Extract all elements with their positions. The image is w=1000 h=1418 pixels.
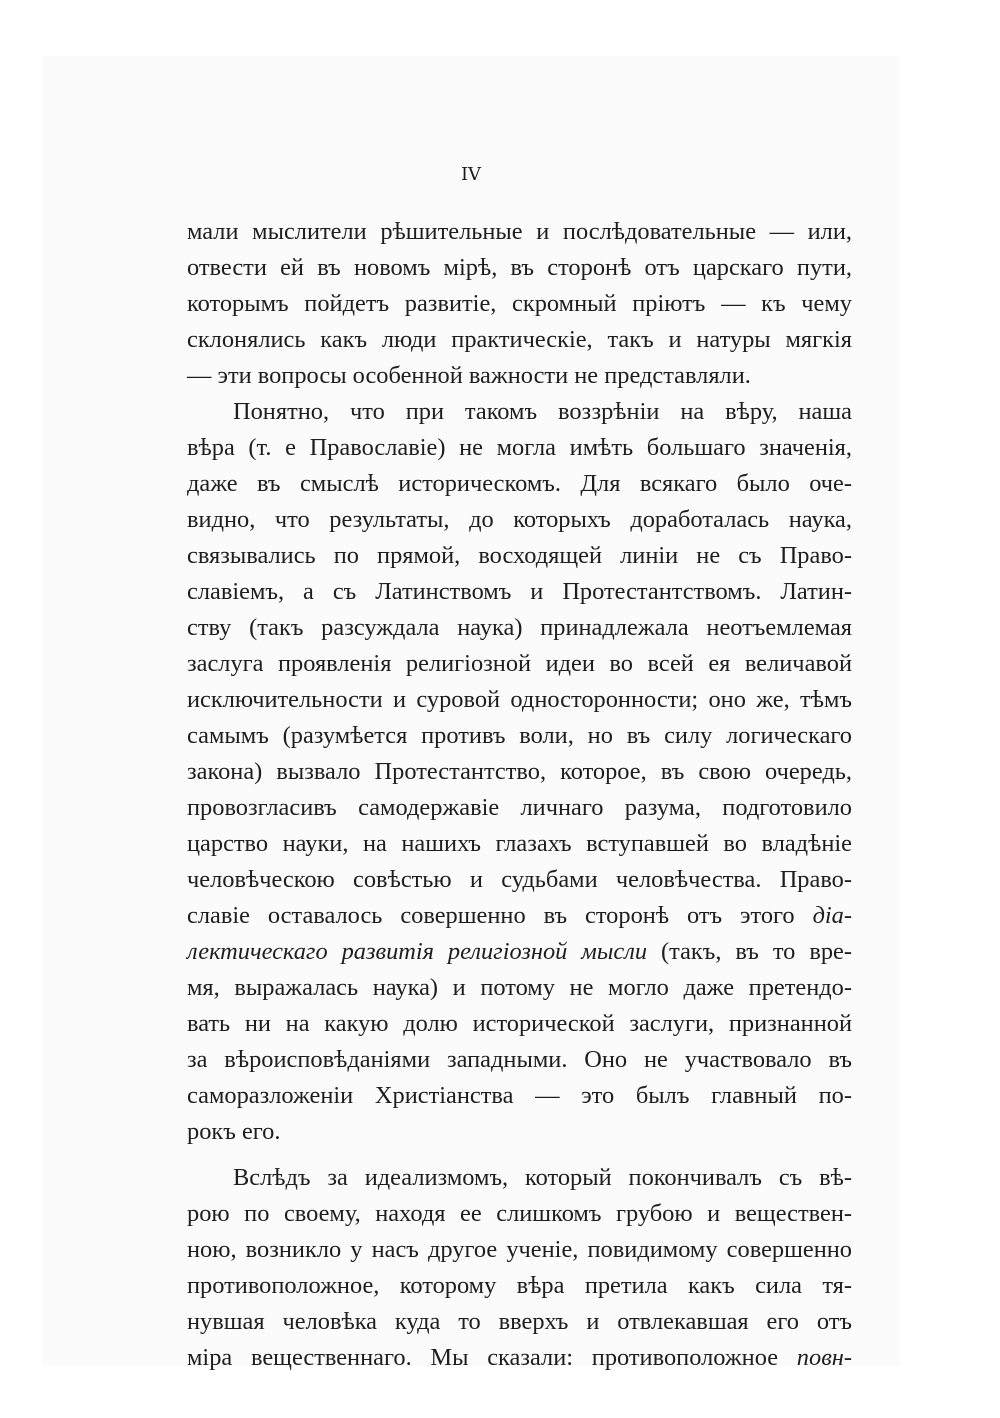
text-line (187, 898, 852, 934)
text-line: человѣческою совѣстью и судьбами человѣчества. Право- (187, 866, 852, 893)
text-line: вѣра (т. е Православіе) не могла имѣть большаго значенія, (187, 434, 852, 461)
text-line: которымъ пойдетъ развитіе, скромный пріютъ — къ чему (187, 290, 852, 317)
text-line: самымъ (разумѣется противъ воли, но въ силу логическаго (187, 722, 852, 749)
text-line: отвести ей въ новомъ мірѣ, въ сторонѣ отъ царскаго пути, (187, 254, 852, 281)
text-line: царство науки, на нашихъ глазахъ вступавшей во владѣніе (187, 830, 852, 857)
text-line: Понятно, что при такомъ воззрѣніи на вѣру, наша (233, 398, 852, 425)
text-line: за вѣроисповѣданіями западными. Оно не участвовало въ (187, 1046, 852, 1073)
text-line: рокъ его. (187, 1118, 281, 1145)
italic-segment: повн- (796, 1344, 852, 1371)
text-line: исключительности и суровой односторонности; оно же, тѣмъ (187, 686, 852, 713)
text-line: связывались по прямой, восходящей линіи не съ Право- (187, 542, 852, 569)
text-line: закона) вызвало Протестантство, которое, въ свою очередь, (187, 758, 852, 785)
text-line: рою по своему, находя ее слишкомъ грубою и веществен- (187, 1200, 852, 1227)
text-line: даже въ смыслѣ историческомъ. Для всякаго было оче- (187, 470, 852, 497)
italic-segment: лектическаго развитія религіозной мысли (187, 938, 648, 965)
text-line: ною, возникло у насъ другое ученіе, повидимому совершенно (187, 1236, 852, 1263)
text-line: саморазложеніи Христіанства — это былъ главный по- (187, 1082, 852, 1109)
book-page (42, 56, 900, 1371)
text-line: нувшая человѣка куда то вверхъ и отвлекавшая его отъ (187, 1308, 852, 1335)
text-line: провозгласивъ самодержавіе личнаго разума, подготовило (187, 794, 852, 821)
text-segment: славіе оставалось совершенно въ сторонѣ отъ этого (187, 902, 795, 929)
text-line: вать ни на какую долю исторической заслуги, признанной (187, 1010, 852, 1037)
page-text (187, 214, 852, 1376)
text-segment: міра вещественнаго. Мы сказали: противоположное (187, 1344, 779, 1371)
text-line: славіемъ, а съ Латинствомъ и Протестантствомъ. Латин- (187, 578, 852, 605)
text-segment: (такъ, въ то вре- (660, 938, 852, 965)
text-line (187, 934, 852, 970)
page-number: IV (460, 164, 482, 185)
italic-segment: діа- (812, 902, 852, 929)
text-line: мя, выражалась наука) и потому не могло даже претендо- (187, 974, 852, 1001)
text-line: противоположное, которому вѣра претила какъ сила тя- (187, 1272, 852, 1299)
text-line: мали мыслители рѣшительные и послѣдовательные — или, (187, 218, 852, 245)
text-line: — эти вопросы особенной важности не представляли. (187, 362, 751, 389)
text-line: видно, что результаты, до которыхъ доработалась наука, (187, 506, 852, 533)
text-line: заслуга проявленія религіозной идеи во всей ея величавой (187, 650, 852, 677)
text-line: склонялись какъ люди практическіе, такъ и натуры мягкія (187, 326, 852, 353)
text-line: ству (такъ разсуждала наука) принадлежала неотъемлемая (187, 614, 852, 641)
text-line (187, 1340, 852, 1376)
text-line: Вслѣдъ за идеализмомъ, который покончивалъ съ вѣ- (233, 1164, 852, 1191)
